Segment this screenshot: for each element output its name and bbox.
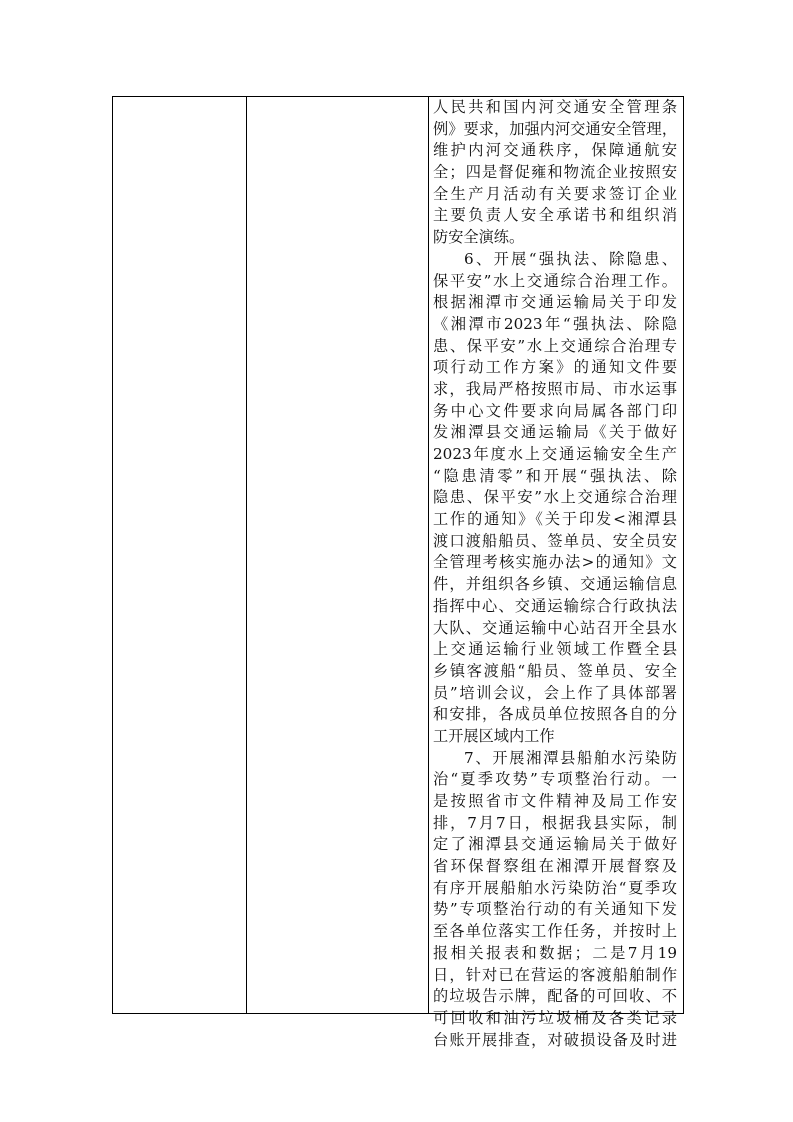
text-line: 工作的通知》《关于印发<湘潭县 — [433, 510, 677, 529]
text-line: 乡镇客渡船“船员、签单员、安全 — [433, 661, 677, 680]
text-line: 务中心文件要求向局属各部门印 — [433, 401, 677, 420]
text-line: 可回收和油污垃圾桶及各类记录 — [433, 1008, 677, 1027]
text-line: 治“夏季攻势”专项整治行动。一 — [433, 770, 677, 789]
table-column-1 — [113, 97, 247, 1013]
text-line: 患、保平安”水上交通综合治理专 — [433, 336, 677, 355]
table-column-2 — [247, 97, 429, 1013]
text-line: 全；四是督促雍和物流企业按照安 — [433, 163, 677, 182]
text-line: 《湘潭市2023年“强执法、除隐 — [433, 314, 677, 333]
text-line: 例》要求，加强内河交通安全管理， — [433, 119, 677, 138]
text-line: 发湘潭县交通运输局《关于做好 — [433, 423, 677, 442]
text-line: 指挥中心、交通运输综合行政执法 — [433, 596, 677, 615]
text-line: 保平安”水上交通综合治理工作。 — [433, 271, 677, 290]
text-line: 的垃圾告示牌，配备的可回收、不 — [433, 987, 677, 1006]
text-line: 至各单位落实工作任务，并按时上 — [433, 922, 677, 941]
text-line: 定了湘潭县交通运输局关于做好 — [433, 835, 677, 854]
text-line: 维护内河交通秩序，保障通航安 — [433, 141, 677, 160]
text-line: 上交通运输行业领域工作暨全县 — [433, 640, 677, 659]
text-line: 和安排，各成员单位按照各自的分 — [433, 705, 677, 724]
text-line: 势”专项整治行动的有关通知下发 — [433, 900, 677, 919]
text-line: 隐患、保平安”水上交通综合治理 — [433, 488, 677, 507]
text-line: 防安全演练。 — [433, 228, 525, 247]
text-line: 大队、交通运输中心站召开全县水 — [433, 618, 677, 637]
text-line: “隐患清零”和开展“强执法、除 — [433, 466, 677, 485]
text-line: 人民共和国内河交通安全管理条 — [433, 98, 677, 116]
table-column-3 — [429, 97, 683, 1049]
text-line: 件，并组织各乡镇、交通运输信息 — [433, 575, 677, 594]
text-line: 7、开展湘潭县船舶水污染防 — [464, 748, 677, 767]
text-line: 工开展区域内工作 — [433, 726, 555, 745]
text-line: 根据湘潭市交通运输局关于印发 — [433, 293, 677, 312]
text-line: 项行动工作方案》的通知文件要 — [433, 358, 677, 377]
text-line: 全管理考核实施办法>的通知》文 — [433, 553, 677, 572]
text-line: 员”培训会议，会上作了具体部署 — [433, 683, 677, 702]
text-line: 求，我局严格按照市局、市水运事 — [433, 379, 677, 398]
text-line: 有序开展船舶水污染防治“夏季攻 — [433, 878, 677, 897]
text-line: 主要负责人安全承诺书和组织消 — [433, 206, 677, 225]
document-table — [112, 96, 684, 1049]
text-line: 2023年度水上交通运输安全生产 — [433, 445, 677, 463]
text-line: 渡口渡船船员、签单员、安全员安 — [433, 531, 677, 550]
text-line: 报相关报表和数据；二是7月19 — [433, 943, 677, 962]
text-line: 6、开展“强执法、除隐患、 — [464, 249, 677, 268]
text-line: 日，针对已在营运的客渡船舶制作 — [433, 965, 677, 984]
text-line: 排，7月7日，根据我县实际，制 — [433, 813, 677, 832]
text-line: 台账开展排查，对破损设备及时进 — [433, 1030, 677, 1049]
text-line: 省环保督察组在湘潭开展督察及 — [433, 857, 677, 876]
text-line: 是按照省市文件精神及局工作安 — [433, 792, 677, 810]
text-line: 全生产月活动有关要求签订企业 — [433, 184, 677, 203]
